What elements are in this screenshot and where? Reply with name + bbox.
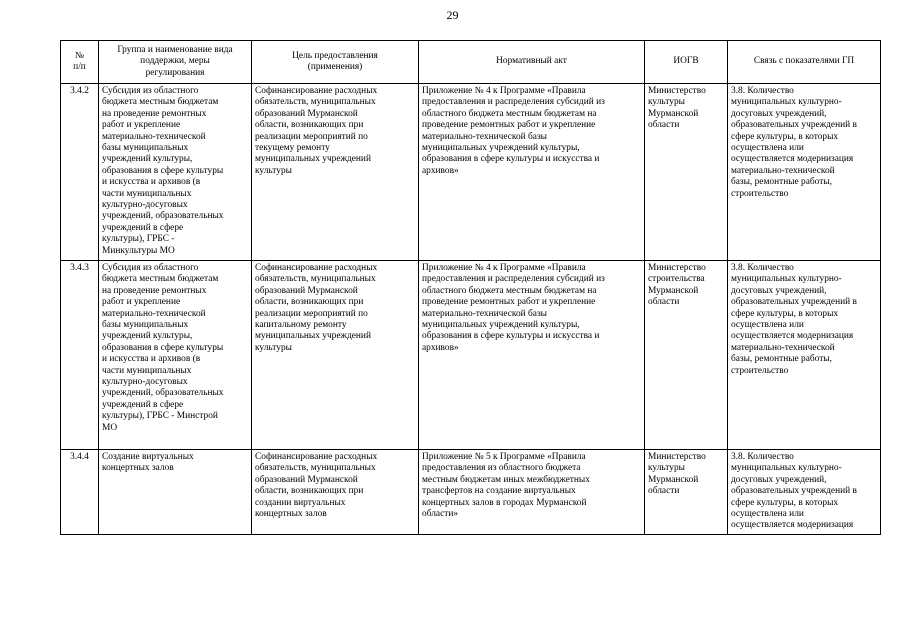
table-row	[61, 450, 881, 535]
table-row	[61, 84, 881, 261]
header-goal: Цель предоставления (применения)	[252, 41, 419, 84]
row-group: Субсидия из областного бюджета местным бюджетам на проведение ремонтных работ и укрепление материально-технической базы муниципальных учреждений культуры, образования в сфере культуры и искусства и архивов (в части муниципальных культурно-досуговых учреждений, образовательных учреждений в сфере культуры), ГРБС - Минкультуры МО	[99, 84, 252, 261]
row-act: Приложение № 4 к Программе «Правила предоставления и распределения субсидий из областного бюджета местным бюджетам на проведение ремонтных работ и укрепление материально-технической базы муниципальных учреждений культуры, образования в сфере культуры и искусства и архивов»	[419, 84, 645, 261]
row-group: Создание виртуальных концертных залов	[99, 450, 252, 535]
header-iogv: ИОГВ	[645, 41, 728, 84]
page-number: 29	[446, 8, 459, 22]
row-group: Субсидия из областного бюджета местным бюджетам на проведение ремонтных работ и укрепление материально-технической базы муниципальных учреждений культуры, образования в сфере культуры и искусства и архивов (в части муниципальных культурно-досуговых учреждений, образовательных учреждений в сфере культуры), ГРБС - Минстрой МО	[99, 261, 252, 450]
row-link: 3.8. Количество муниципальных культурно- досуговых учреждений, образовательных учреждений в сфере культуры, в которых осуществлена или осуществляется модернизация материально-технической базы, ремонтные работы, строительство	[728, 84, 881, 261]
row-link: 3.8. Количество муниципальных культурно- досуговых учреждений, образовательных учреждений в сфере культуры, в которых осуществлена или осуществляется модернизация	[728, 450, 881, 535]
row-number: 3.4.2	[61, 84, 99, 261]
row-iogv: Министерство культуры Мурманской области	[645, 84, 728, 261]
header-link: Связь с показателями ГП	[728, 41, 881, 84]
header-group: Группа и наименование вида поддержки, меры регулирования	[99, 41, 252, 84]
support-measures-table	[60, 40, 881, 535]
row-goal: Софинансирование расходных обязательств, муниципальных образований Мурманской области, возникающих при реализации мероприятий по текущему ремонту муниципальных учреждений культуры	[252, 84, 419, 261]
row-link: 3.8. Количество муниципальных культурно- досуговых учреждений, образовательных учреждений в сфере культуры, в которых осуществлена или осуществляется модернизация материально-технической базы, ремонтные работы, строительство	[728, 261, 881, 450]
row-iogv: Министерство строительства Мурманской области	[645, 261, 728, 450]
row-act: Приложение № 5 к Программе «Правила предоставления из областного бюджета местным бюджетам иных межбюджетных трансфертов на создание виртуальных концертных залов в городах Мурманской области»	[419, 450, 645, 535]
row-iogv: Министерство культуры Мурманской области	[645, 450, 728, 535]
table-header-row	[61, 41, 881, 84]
row-goal: Софинансирование расходных обязательств, муниципальных образований Мурманской области, возникающих при создании виртуальных концертных залов	[252, 450, 419, 535]
header-number: № п/п	[61, 41, 99, 84]
table-row	[61, 261, 881, 450]
row-goal: Софинансирование расходных обязательств, муниципальных образований Мурманской области, возникающих при реализации мероприятий по капитальному ремонту муниципальных учреждений культуры	[252, 261, 419, 450]
row-number: 3.4.3	[61, 261, 99, 450]
header-act: Нормативный акт	[419, 41, 645, 84]
row-number: 3.4.4	[61, 450, 99, 535]
row-act: Приложение № 4 к Программе «Правила предоставления и распределения субсидий из областного бюджета местным бюджетам на проведение ремонтных работ и укрепление материально-технической базы муниципальных учреждений культуры, образования в сфере культуры и искусства и архивов»	[419, 261, 645, 450]
